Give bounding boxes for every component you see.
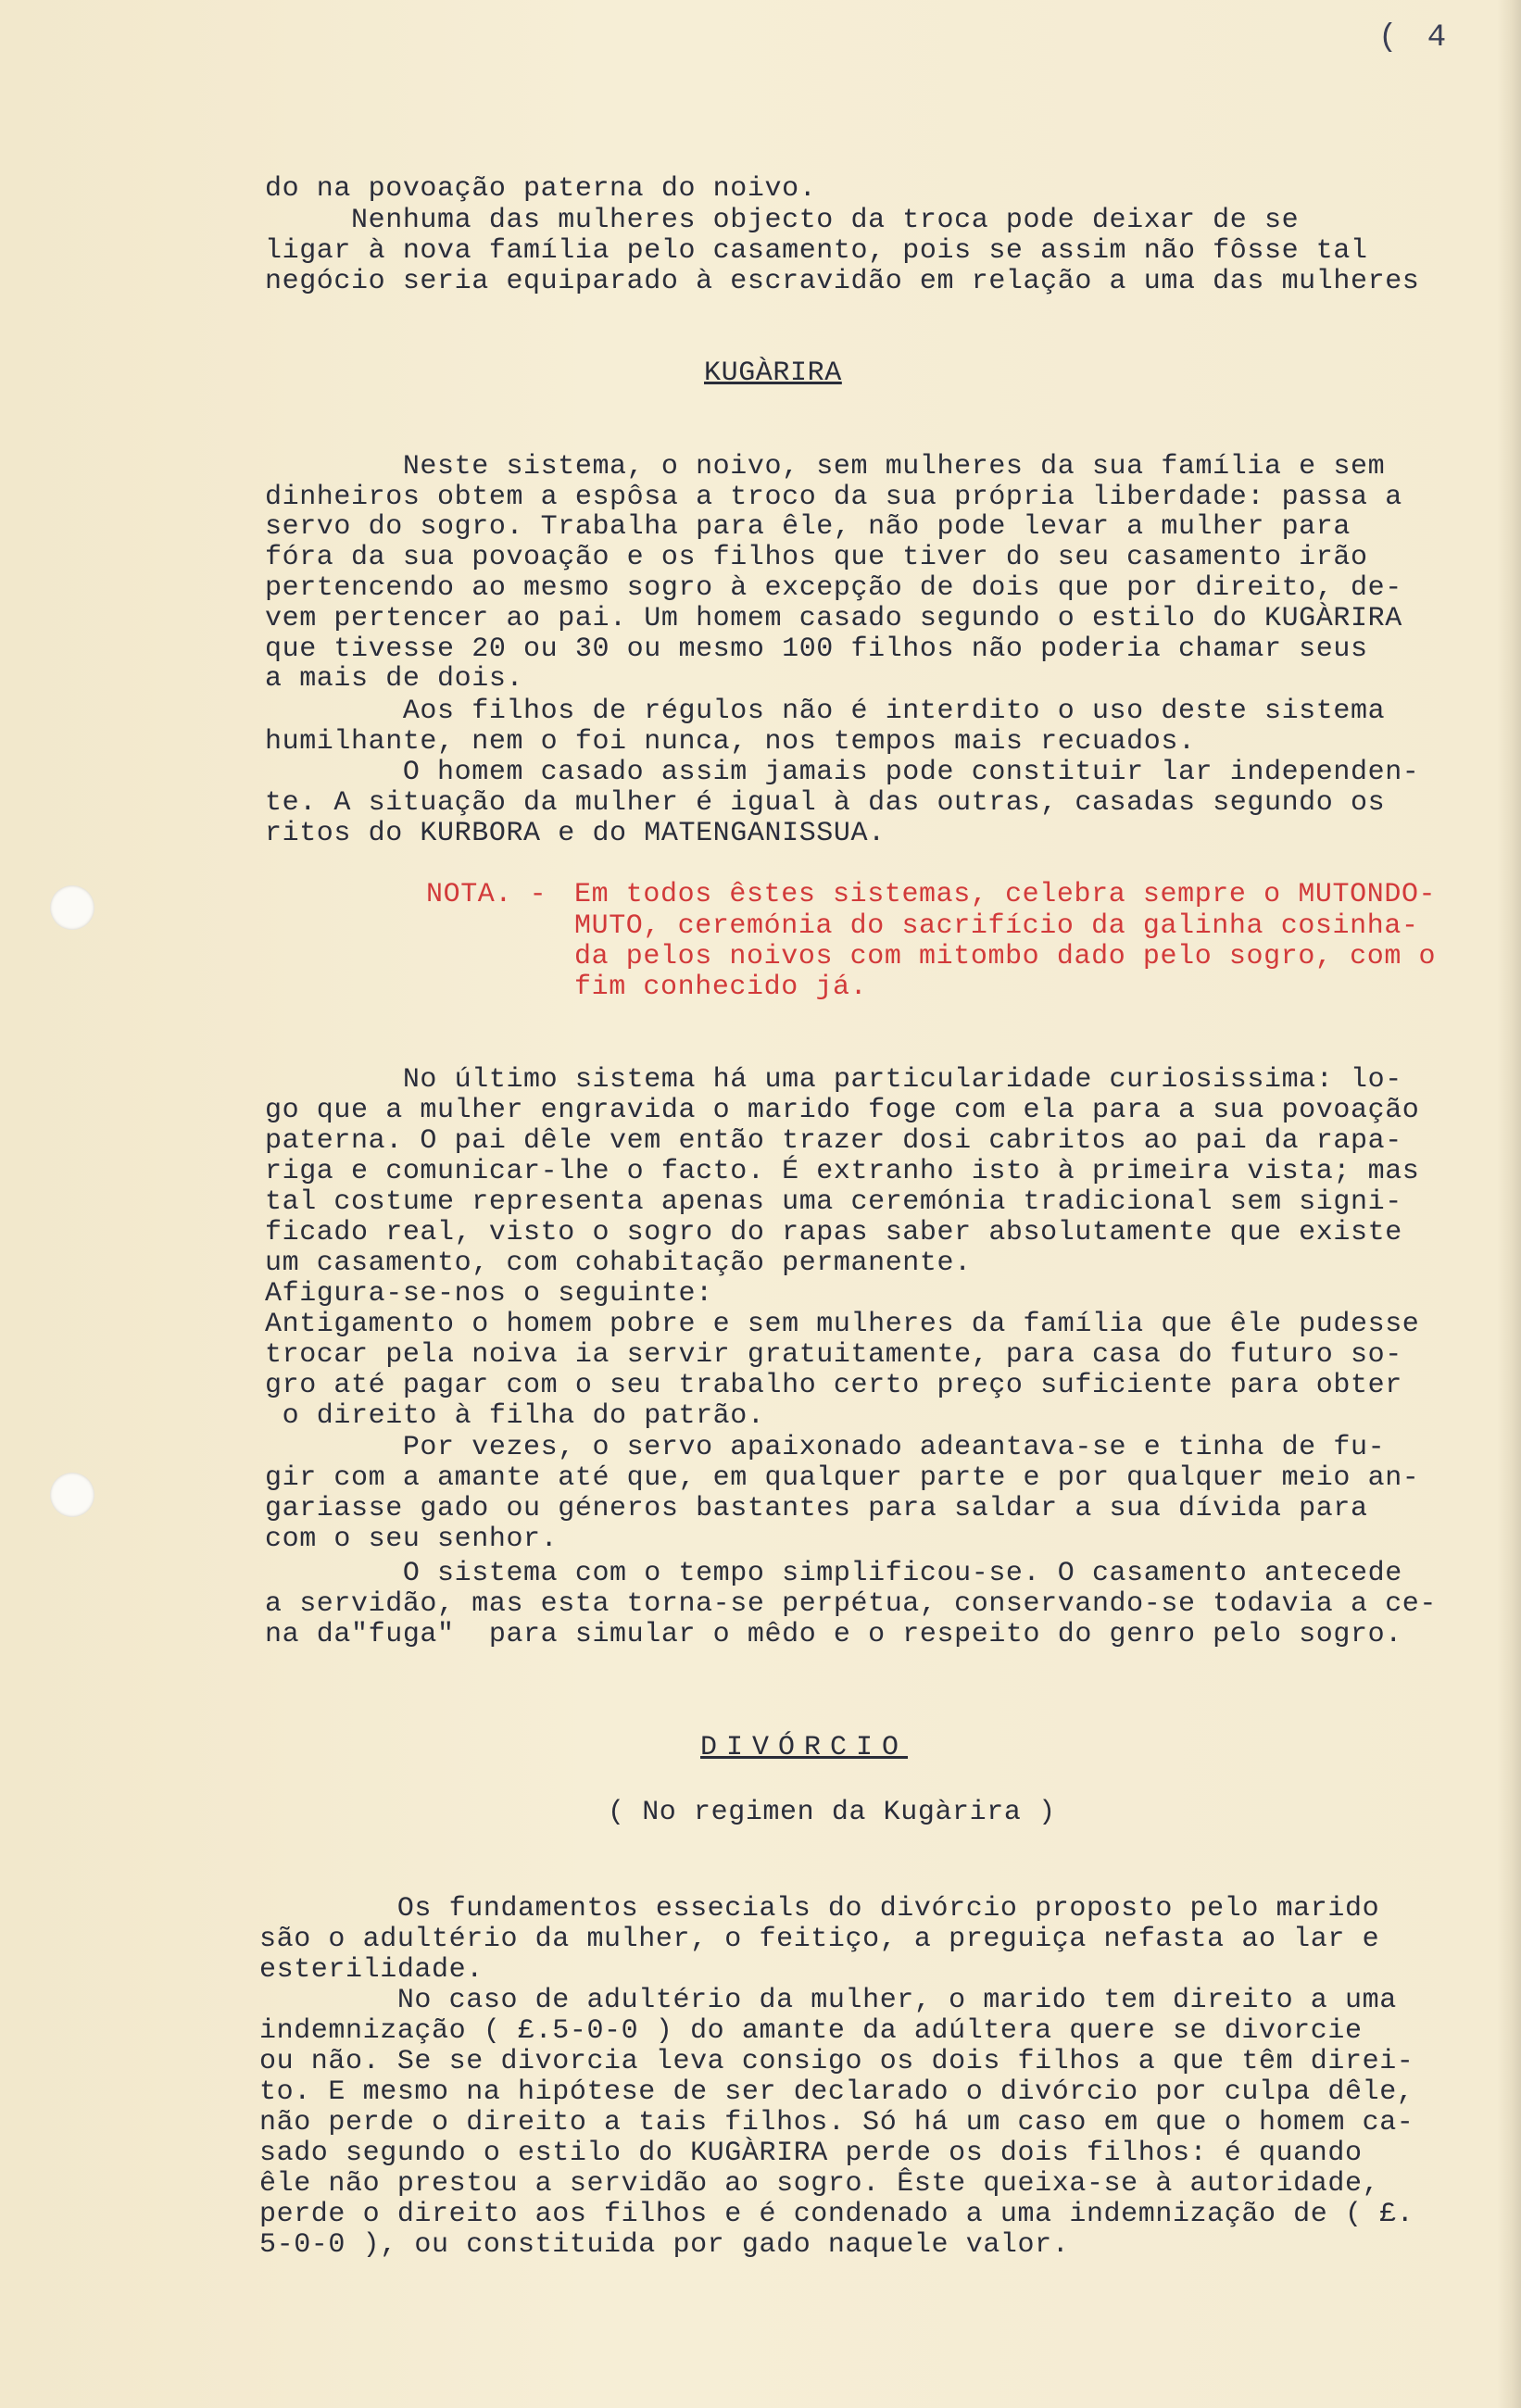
- punch-hole-top: [50, 885, 94, 930]
- kugarira-line: pertencendo ao mesmo sogro à excepção de dois que por direito, de-: [265, 572, 1402, 604]
- particular-line: O sistema com o tempo simplificou-se. O casamento antecede: [265, 1558, 1402, 1589]
- divorcio-line: 5-0-0 ), ou constituida por gado naquele valor.: [259, 2229, 1070, 2261]
- divorcio-line: to. E mesmo na hipótese de ser declarado o divórcio por culpa dêle,: [259, 2076, 1414, 2108]
- intro-line: do na povoação paterna do noivo.: [265, 173, 817, 205]
- particular-line: Afigura-se-nos o seguinte:: [265, 1278, 713, 1310]
- divorcio-line: sado segundo o estilo do KUGÀRIRA perde os dois filhos: é quando: [259, 2138, 1363, 2169]
- note-line: Em todos êstes sistemas, celebra sempre o MUTONDO-: [574, 879, 1437, 910]
- divorcio-line: Os fundamentos essecials do divórcio proposto pelo marido: [259, 1893, 1380, 1925]
- intro-line: ligar à nova família pelo casamento, pois se assim não fôsse tal: [265, 235, 1368, 267]
- particular-line: na da"fuga" para simular o mêdo e o respeito do genro pelo sogro.: [265, 1619, 1402, 1650]
- kugarira-line: te. A situação da mulher é igual à das outras, casadas segundo os: [265, 787, 1386, 819]
- kugarira-line: humilhante, nem o foi nunca, nos tempos mais recuados.: [265, 726, 1196, 758]
- page-number: ( 4: [1378, 20, 1452, 56]
- kugarira-line: Aos filhos de régulos não é interdito o uso deste sistema: [265, 696, 1386, 727]
- particular-line: a servidão, mas esta torna-se perpétua, conservando-se todavia a ce-: [265, 1588, 1437, 1620]
- kugarira-line: dinheiros obtem a espôsa a troco da sua própria liberdade: passa a: [265, 482, 1402, 513]
- note-line: da pelos noivos com mitombo dado pelo sogro, com o: [574, 941, 1437, 972]
- kugarira-line: fóra da sua povoação e os filhos que tiver do seu casamento irão: [265, 542, 1368, 573]
- intro-line: Nenhuma das mulheres objecto da troca pode deixar de se: [265, 205, 1300, 236]
- section-subheading: ( No regimen da Kugàrira ): [608, 1797, 1056, 1828]
- particular-line: gariasse gado ou géneros bastantes para saldar a sua dívida para: [265, 1493, 1368, 1524]
- kugarira-line: vem pertencer ao pai. Um homem casado segundo o estilo do KUGÀRIRA: [265, 603, 1402, 634]
- divorcio-line: esterilidade.: [259, 1954, 484, 1986]
- kugarira-line: que tivesse 20 ou 30 ou mesmo 100 filhos não poderia chamar seus: [265, 633, 1368, 665]
- kugarira-line: Neste sistema, o noivo, sem mulheres da sua família e sem: [265, 451, 1386, 483]
- section-heading-kugarira: KUGÀRIRA: [704, 357, 842, 389]
- particular-line: ficado real, visto o sogro do rapas saber absolutamente que existe: [265, 1217, 1402, 1248]
- kugarira-line: ritos do KURBORA e do MATENGANISSUA.: [265, 818, 886, 849]
- divorcio-line: são o adultério da mulher, o feitiço, a preguiça nefasta ao lar e: [259, 1924, 1380, 1955]
- section-heading-divorcio: DIVÓRCIO: [700, 1732, 909, 1763]
- kugarira-line: a mais de dois.: [265, 663, 524, 695]
- page-edge-shadow: [1497, 0, 1521, 2408]
- particular-line: um casamento, com cohabitação permanente.: [265, 1248, 972, 1279]
- divorcio-line: indemnização ( £.5-0-0 ) do amante da adúltera quere se divorcie: [259, 2015, 1363, 2047]
- particular-line: trocar pela noiva ia servir gratuitamente, para casa do futuro so-: [265, 1339, 1402, 1371]
- kugarira-line: servo do sogro. Trabalha para êle, não pode levar a mulher para: [265, 511, 1351, 543]
- note-line: MUTO, ceremónia do sacrifício da galinha cosinha-: [574, 910, 1419, 942]
- particular-line: paterna. O pai dêle vem então trazer dosi cabritos ao pai da rapa-: [265, 1125, 1402, 1157]
- particular-line: gir com a amante até que, em qualquer parte e por qualquer meio an-: [265, 1462, 1420, 1494]
- particular-line: Por vezes, o servo apaixonado adeantava-se e tinha de fu-: [265, 1432, 1386, 1463]
- divorcio-line: não perde o direito a tais filhos. Só há um caso em que o homem ca-: [259, 2107, 1414, 2138]
- divorcio-line: êle não prestou a servidão ao sogro. Êste queixa-se à autoridade,: [259, 2168, 1380, 2200]
- particular-line: com o seu senhor.: [265, 1524, 559, 1555]
- divorcio-line: perde o direito aos filhos e é condenado a uma indemnização de ( £.: [259, 2199, 1414, 2230]
- particular-line: riga e comunicar-lhe o facto. É extranho isto à primeira vista; mas: [265, 1156, 1420, 1187]
- particular-line: o direito à filha do patrão.: [265, 1400, 765, 1432]
- intro-line: negócio seria equiparado à escravidão em relação a uma das mulheres: [265, 266, 1420, 297]
- punch-hole-bottom: [50, 1473, 94, 1517]
- particular-line: go que a mulher engravida o marido foge com ela para a sua povoação: [265, 1095, 1420, 1126]
- note-label: NOTA. -: [426, 879, 547, 910]
- particular-line: No último sistema há uma particularidade curiosissima: lo-: [265, 1064, 1402, 1096]
- note-line: fim conhecido já.: [574, 972, 868, 1003]
- particular-line: gro até pagar com o seu trabalho certo preço suficiente para obter: [265, 1370, 1402, 1401]
- kugarira-line: O homem casado assim jamais pode constituir lar independen-: [265, 757, 1420, 788]
- divorcio-line: No caso de adultério da mulher, o marido tem direito a uma: [259, 1985, 1397, 2016]
- divorcio-line: ou não. Se se divorcia leva consigo os dois filhos a que têm direi-: [259, 2046, 1414, 2077]
- particular-line: Antigamento o homem pobre e sem mulheres da família que êle pudesse: [265, 1309, 1420, 1340]
- particular-line: tal costume representa apenas uma ceremónia tradicional sem signi-: [265, 1186, 1402, 1218]
